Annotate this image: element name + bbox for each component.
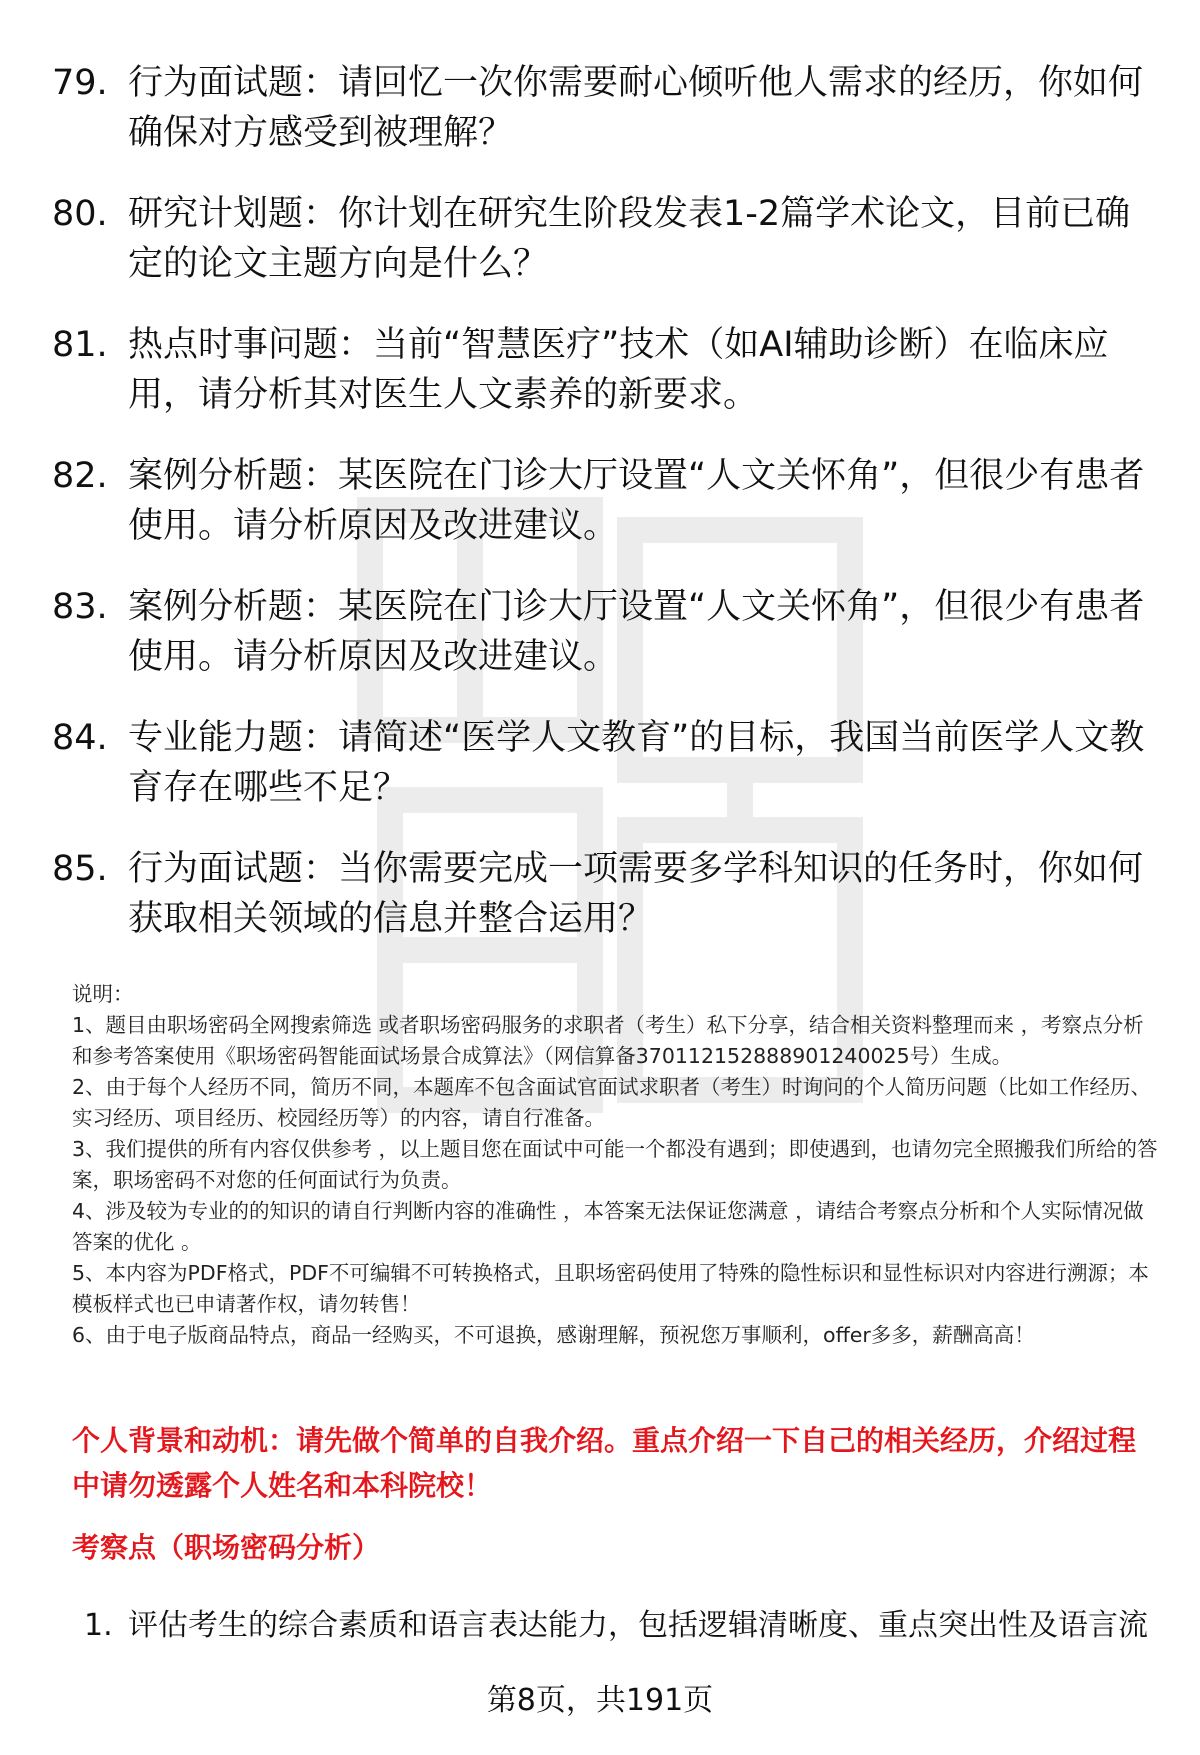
question-text: 行为面试题：请回忆一次你需要耐心倾听他人需求的经历，你如何确保对方感受到被理解？ — [128, 63, 1144, 153]
question-text: 案例分析题：某医院在门诊大厅设置“人文关怀角”，但很少有患者使用。请分析原因及改进建议。 — [128, 587, 1145, 677]
analysis-subheading: 考察点（职场密码分析） — [72, 1531, 381, 1564]
question-number: 85. — [52, 849, 108, 889]
question-item — [52, 58, 1152, 158]
question-text: 研究计划题：你计划在研究生阶段发表1-2篇学术论文，目前已确定的论文主题方向是什么？ — [128, 194, 1131, 284]
analysis-point — [84, 1604, 1164, 1648]
question-text: 专业能力题：请简述“医学人文教育”的目标，我国当前医学人文教育存在哪些不足？ — [128, 718, 1145, 808]
section-heading: 个人背景和动机：请先做个简单的自我介绍。重点介绍一下自己的相关经历，介绍过程中请勿透露个人姓名和本科院校！ — [72, 1424, 1137, 1502]
question-text: 案例分析题：某医院在门诊大厅设置“人文关怀角”，但很少有患者使用。请分析原因及改进建议。 — [128, 456, 1145, 546]
question-number: 83. — [52, 587, 108, 627]
question-item — [52, 451, 1152, 551]
question-text: 行为面试题：当你需要完成一项需要多学科知识的任务时，你如何获取相关领域的信息并整合运用？ — [128, 849, 1144, 939]
question-item — [52, 582, 1152, 682]
note-item: 1、题目由职场密码全网搜索筛选 或者职场密码服务的求职者（考生）私下分享，结合相关资料整理而来 ，考察点分析和参考答案使用《职场密码智能面试场景合成算法》（网信算备370112152888901240025号）生成。 — [72, 1013, 1144, 1068]
note-item: 3、我们提供的所有内容仅供参考 ，以上题目您在面试中可能一个都没有遇到；即使遇到，也请勿完全照搬我们所给的答案，职场密码不对您的任何面试行为负责。 — [72, 1137, 1158, 1192]
question-number: 82. — [52, 456, 108, 496]
question-item — [52, 844, 1152, 944]
note-item: 2、由于每个人经历不同，简历不同，本题库不包含面试官面试求职者（考生）时询问的个人简历问题（比如工作经历、实习经历、项目经历、校园经历等）的内容，请自行准备。 — [72, 1075, 1152, 1130]
question-item — [52, 189, 1152, 289]
notes-section — [72, 979, 1162, 1351]
question-number: 84. — [52, 718, 108, 758]
note-item: 4、涉及较为专业的的知识的请自行判断内容的准确性 ，本答案无法保证您满意 ，请结合考察点分析和个人实际情况做答案的优化 。 — [72, 1199, 1144, 1254]
note-item: 5、本内容为PDF格式，PDF不可编辑不可转换格式，且职场密码使用了特殊的隐性标识和显性标识对内容进行溯源；本模板样式也已申请著作权，请勿转售！ — [72, 1261, 1149, 1316]
question-number: 79. — [52, 63, 108, 103]
question-text: 热点时事问题：当前“智慧医疗”技术（如AI辅助诊断）在临床应用，请分析其对医生人文素养的新要求。 — [128, 325, 1109, 415]
question-item — [52, 320, 1152, 420]
question-number: 80. — [52, 194, 108, 234]
point-text: 评估考生的综合素质和语言表达能力，包括逻辑清晰度、重点突出性及语言流 — [128, 1608, 1148, 1643]
point-number: 1. — [84, 1608, 113, 1643]
question-item — [52, 713, 1152, 813]
question-list — [52, 58, 1152, 975]
page-footer: 第8页，共191页 — [486, 1683, 714, 1718]
notes-title: 说明： — [72, 982, 134, 1006]
note-item: 6、由于电子版商品特点，商品一经购买，不可退换，感谢理解，预祝您万事顺利，offer多多，薪酬高高！ — [72, 1323, 1035, 1347]
question-number: 81. — [52, 325, 108, 365]
